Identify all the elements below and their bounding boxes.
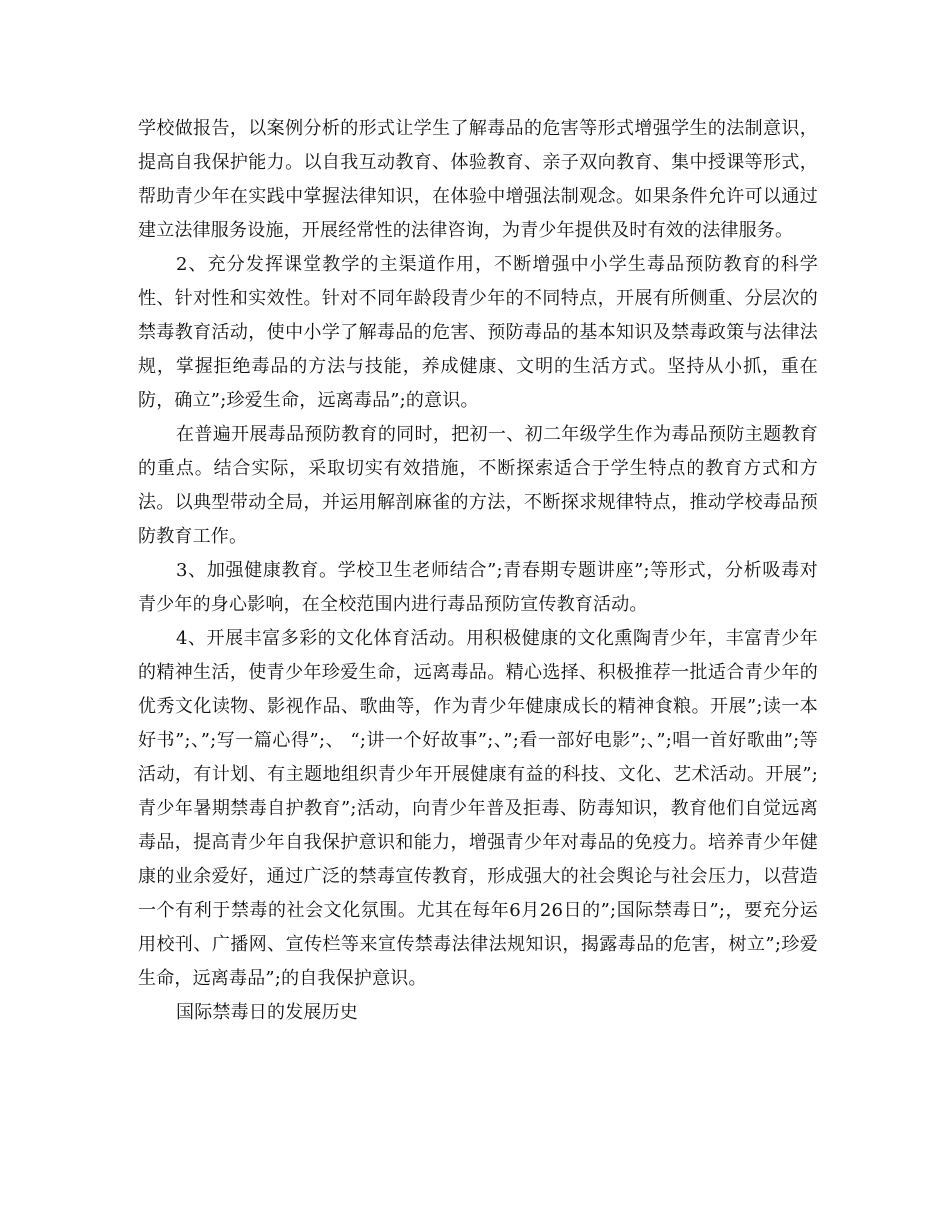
section-heading: 国际禁毒日的发展历史 bbox=[176, 1002, 358, 1023]
paragraph-5: 4、开展丰富多彩的文化体育活动。用积极健康的文化熏陶青少年，丰富青少年的精神生活，使青少年珍爱生命，远离毒品。精心选择、积极推荐一批适合青少年的优秀文化读物、影视作品、歌曲等，作为青少年健康成长的精神食粮。开展”;读一本好书”;、”;写一篇心得”;、 “;讲一个好故事”;、”;看一部好电影”;、”;唱一首好歌曲”;等活动，有计划、有主题地组织青少年开展健康有益的科技、文化、艺术活动。开展”;青少年暑期禁毒自护教育”;活动，向青少年普及拒毒、防毒知识，教育他们自觉远离毒品，提高青少年自我保护意识和能力，增强青少年对毒品的免疫力。培养青少年健康的业余爱好，通过广泛的禁毒宣传教育，形成强大的社会舆论与社会压力，以营造一个有利于禁毒的社会文化氛围。尤其在每年6月26日的”;国际禁毒日”;，要充分运用校刊、广播网、宣传栏等来宣传禁毒法律法规知识，揭露毒品的危害，树立”;珍爱生命，远离毒品”;的自我保护意识。 bbox=[138, 628, 818, 989]
paragraph-1: 学校做报告，以案例分析的形式让学生了解毒品的危害等形式增强学生的法制意识，提高自我保护能力。以自我互动教育、体验教育、亲子双向教育、集中授课等形式，帮助青少年在实践中掌握法律知识，在体验中增强法制观念。如果条件允许可以通过建立法律服务设施，开展经常性的法律咨询，为青少年提供及时有效的法律服务。 bbox=[138, 118, 818, 241]
paragraph-2: 2、充分发挥课堂教学的主渠道作用，不断增强中小学生毒品预防教育的科学性、针对性和实效性。针对不同年龄段青少年的不同特点，开展有所侧重、分层次的禁毒教育活动，使中小学了解毒品的危害、预防毒品的基本知识及禁毒政策与法律法规，掌握拒绝毒品的方法与技能，养成健康、文明的生活方式。坚持从小抓，重在防，确立”;珍爱生命，远离毒品”;的意识。 bbox=[138, 254, 818, 411]
document-body bbox=[138, 112, 818, 1030]
paragraph-3: 在普遍开展毒品预防教育的同时，把初一、初二年级学生作为毒品预防主题教育的重点。结合实际，采取切实有效措施，不断探索适合于学生特点的教育方式和方法。以典型带动全局，并运用解剖麻雀的方法，不断探求规律特点，推动学校毒品预防教育工作。 bbox=[138, 424, 818, 547]
paragraph-4: 3、加强健康教育。学校卫生老师结合”;青春期专题讲座”;等形式，分析吸毒对青少年的身心影响，在全校范围内进行毒品预防宣传教育活动。 bbox=[138, 560, 818, 615]
